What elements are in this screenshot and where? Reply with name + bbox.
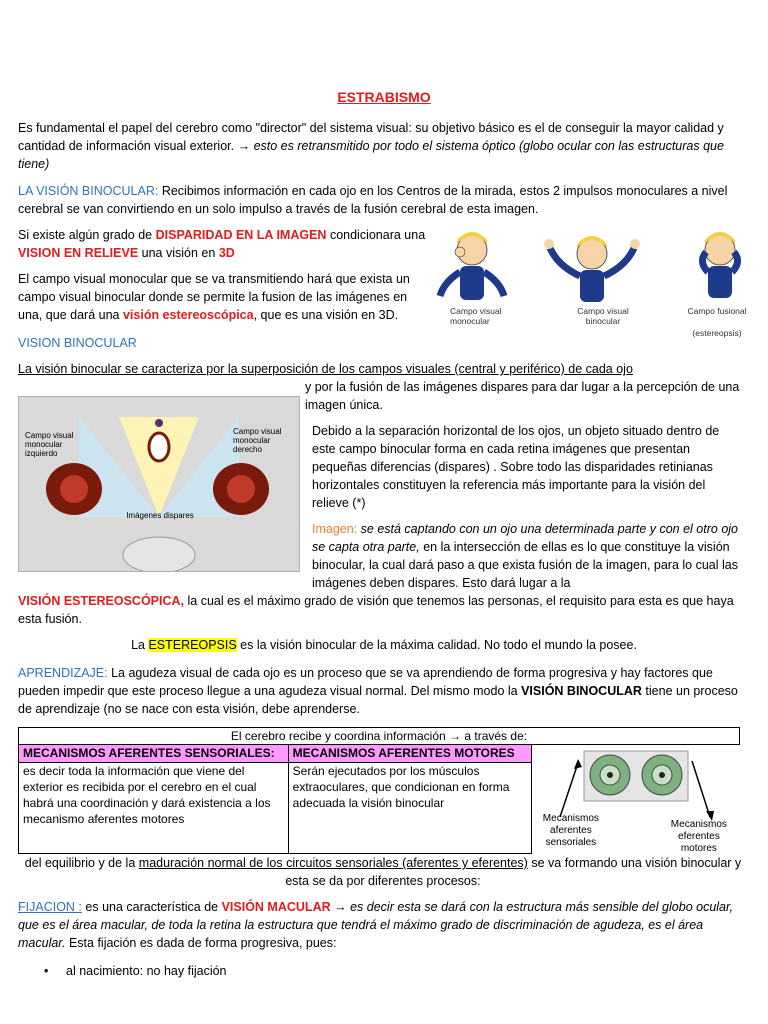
disparity-term: DISPARIDAD EN LA IMAGEN [155, 228, 327, 242]
intro-italic: esto es retransmitido por todo el sistema óptico (globo ocular con las estructuras que tiene) [18, 139, 724, 171]
bullet-text: al nacimiento: no hay fijación [66, 964, 227, 978]
fijacion-paragraph [18, 898, 748, 952]
fig-label-left-field: Campo visual monocular izquierdo [25, 431, 74, 458]
equilibrio-underlined: maduración normal de los circuitos sensoriales (aferentes y eferentes) [138, 856, 528, 870]
aprendizaje-post: tiene un proceso de aprendizaje (no se nace con esta visión, debe aprenderse. [18, 684, 738, 716]
table-header [19, 728, 740, 745]
3d-term: 3D [218, 246, 235, 260]
intro-paragraph [18, 119, 743, 173]
superposition-rest: y por la fusión de las imágenes dispares para dar lugar a la percepción de una imagen única. [305, 380, 740, 412]
binocular-field-illustration [19, 397, 299, 571]
binocular-paragraph [18, 182, 748, 218]
mechanisms-table [18, 727, 740, 854]
separation-paragraph: Debido a la separación horizontal de los ojos, un objeto situado dentro de este campo binocular forma en cada retina imágenes que presentan pequeñas diferencias (dispares) . Sobre todo las disparidades retinianas horizontales constituyen la referencia más importante para la visión del relieve (*) [312, 424, 720, 510]
binocular-figure [18, 396, 300, 572]
fig-label-disparate: Imágenes dispares [126, 511, 194, 520]
disparity-pre: Si existe algún grado de [18, 228, 153, 242]
fig-label-estereopsis: (estereopsis) [692, 328, 742, 338]
aprendizaje-label: APRENDIZAJE: [18, 666, 108, 680]
arrow-icon: → [334, 900, 347, 914]
relief-term: VISION EN RELIEVE [18, 246, 139, 260]
stereoscopic-term: visión estereoscópica [122, 308, 254, 322]
aprendizaje-paragraph [18, 664, 746, 718]
imagen-post: la cual es el máximo grado de visión que tenemos las personas, el requisito para esta es que haya esta fusión. [18, 594, 734, 626]
col2-text: Serán ejecutados por los músculos extraoculares, que condicionan en forma adecuada la visión binocular [288, 762, 531, 853]
monocular-paragraph [18, 270, 428, 324]
disparity-mid: condicionara una [329, 228, 426, 242]
arrow-icon: → [237, 139, 251, 153]
disparity-paragraph [18, 226, 428, 262]
vision-binocular-term: VISIÓN BINOCULAR [521, 684, 642, 698]
col1-title: MECANISMOS AFERENTES SENSORIALES: [19, 745, 289, 763]
table-header-text: El cerebro recibe y coordina información [230, 729, 446, 743]
fijacion-italic: es decir esta se dará con la estructura más sensible del globo ocular, que es el área macular, de toda la retina la estructura que tendrá el máximo grado de discriminación de agudeza, es el área macular. [18, 900, 733, 950]
fijacion-pre: es una característica de [85, 900, 219, 914]
fijacion-label: FIJACION : [18, 900, 82, 914]
fig-label-monocular: Campo visual monocular [450, 306, 502, 326]
col1-text: es decir toda la información que viene del exterior es recibida por el cerebro en el cual habrá una coordinación y dará existencia a los mecanismo aferentes motores [19, 762, 289, 853]
equilibrio-pre: del equilibrio y de la [24, 856, 136, 870]
arrow-icon: → [449, 729, 462, 743]
estereopsis-post: es la visión binocular de la máxima calidad. No todo el mundo la posee. [240, 638, 637, 652]
estereopsis-pre: La [131, 638, 145, 652]
col2-title: MECANISMOS AFERENTES MOTORES [288, 745, 531, 763]
imagen-italic: se está captando con un ojo una determinada parte y con el otro ojo se capta otra parte, [312, 522, 738, 554]
equilibrio-paragraph [18, 854, 748, 890]
list-item [44, 962, 227, 980]
binocular-text: Recibimos información en cada ojo en los Centros de la mirada, estos 2 impulsos monoculares a nivel cerebral se van convirtiendo en un solo impulso a través de la fusión cerebral de esta imagen. [18, 184, 728, 216]
table-header-post: a través de: [464, 729, 528, 743]
fig-label-fusional: Campo fusional [687, 306, 747, 316]
fig-label-efferent: Mecanismos eferentes motores [670, 819, 727, 854]
monocular-post: , que es una visión en 3D. [253, 308, 399, 322]
bullet-icon: • [44, 964, 49, 978]
imagen-text: en la intersección de ellas es lo que constituye la visión binocular, la cual dará paso a que exista fusión de la imagen, para lo cual las imágenes deben dispares. Esto dará lugar a la [312, 540, 738, 590]
fig-label-right-field: Campo visual monocular derecho [233, 427, 282, 454]
monocular-text: El campo visual monocular que se va transmitiendo hará que exista un campo visual binocular donde se permite la fusion de las imágenes en una, que dará una [18, 272, 410, 322]
fig-label-binocular: Campo visual binocular [577, 306, 629, 326]
fijacion-post: Esta fijación es dada de forma progresiva, pues: [68, 936, 337, 950]
visual-field-figure [432, 222, 754, 344]
mechanisms-figure [532, 745, 736, 853]
estereopsis-term: ESTEREOPSIS [148, 638, 237, 652]
binocular-label: LA VISIÓN BINOCULAR: [18, 184, 159, 198]
vision-binocular-heading: VISION BINOCULAR [18, 336, 137, 350]
fig-label-afferent: Mecanismos aferentes sensoriales [542, 813, 599, 848]
imagen-label: Imagen: [312, 522, 358, 536]
mechanisms-figure-cell [531, 745, 739, 854]
estereoscopica-term: VISIÓN ESTEREOSCÓPICA, [18, 594, 185, 608]
vision-macular-term: VISIÓN MACULAR [221, 900, 331, 914]
intro-text: Es fundamental el papel del cerebro como "director" del sistema visual: su objetivo básico es el de conseguir la mayor calidad y cantidad de información visual exterior. [18, 121, 724, 153]
estereopsis-paragraph [0, 636, 768, 654]
imagen-paragraph-part1 [312, 520, 742, 592]
disparity-post: una visión en [141, 246, 216, 260]
aprendizaje-text: La agudeza visual de cada ojo es un proceso que se va aprendiendo de forma progresiva y hay factores que pueden impedir que este proceso llegue a una agudeza visual normal. Del mismo modo la [18, 666, 713, 698]
page-title: ESTRABISMO [337, 89, 431, 105]
equilibrio-post: se va formando una visión binocular y esta se da por diferentes procesos: [285, 856, 742, 888]
imagen-paragraph-part2 [18, 592, 748, 628]
superposition-line: La visión binocular se caracteriza por la superposición de los campos visuales (central y periférico) de cada ojo [18, 362, 633, 376]
